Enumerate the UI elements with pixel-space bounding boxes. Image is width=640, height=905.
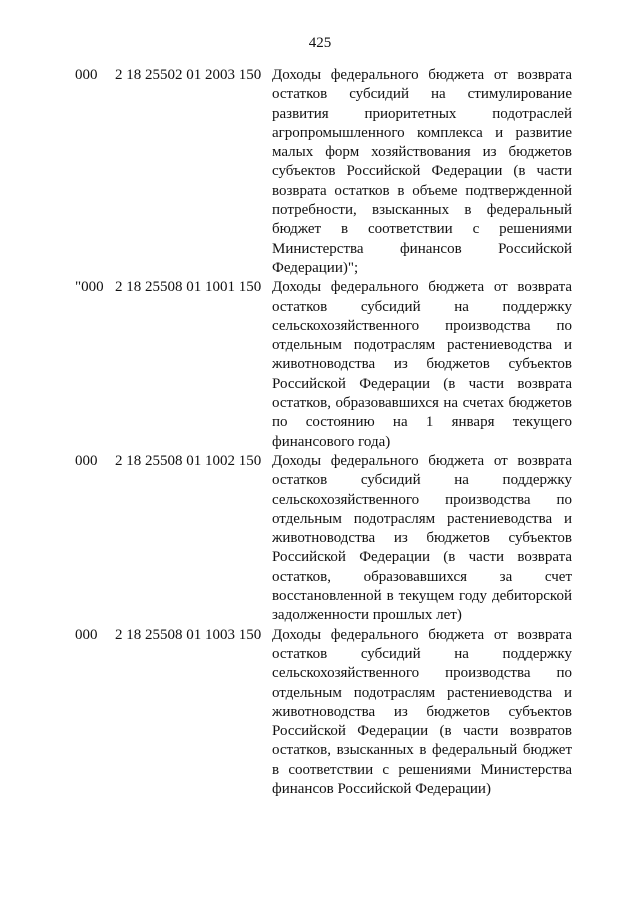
description-line: отдельным подотраслям растениеводства и [272, 510, 572, 527]
description-line: по состоянию на 1 января текущего [272, 414, 572, 431]
description-line: Российской Федерации (в части возврата [272, 375, 572, 392]
description-line: животноводства из бюджетов субъектов [272, 356, 572, 373]
entry-description [272, 626, 572, 800]
description-line: Российской Федерации (в части возвратов [272, 723, 572, 740]
description-line: финансов Российской Федерации) [272, 780, 491, 797]
description-line: остатков субсидий на поддержку [272, 645, 572, 662]
description-line: животноводства из бюджетов субъектов [272, 703, 572, 720]
description-line: малых форм хозяйствования из бюджетов [272, 144, 572, 161]
admin-code: "000 [75, 279, 104, 296]
description-line: Российской Федерации (в части возврата [272, 549, 572, 566]
description-line: остатков субсидий на поддержку [272, 298, 572, 315]
kbk-code: 2 18 25502 01 2003 150 [115, 67, 262, 83]
description-line: остатков субсидий на стимулирование [272, 86, 572, 103]
description-line: остатков, взысканных в федеральный бюджет [272, 742, 572, 759]
description-line: Доходы федерального бюджета от возврата [272, 67, 572, 83]
entry-description [272, 452, 572, 626]
description-line: в соответствии с решениями Министерства [272, 761, 572, 778]
description-line: Доходы федерального бюджета от возврата [272, 452, 572, 469]
description-line: задолженности прошлых лет) [272, 607, 462, 624]
admin-code: 000 [75, 626, 98, 643]
description-line: отдельным подотраслям растениеводства и [272, 337, 572, 354]
description-line: сельскохозяйственного производства по [272, 665, 572, 682]
entry-4 [0, 626, 640, 800]
description-line: Федерации)"; [272, 259, 359, 276]
kbk-code: 2 18 25508 01 1002 150 [115, 452, 262, 469]
description-line: Министерства финансов Российской [272, 240, 572, 257]
description-line: остатков, образовавшихся за счет [272, 568, 572, 585]
description-line: животноводства из бюджетов субъектов [272, 530, 572, 547]
admin-code: 000 [75, 67, 98, 83]
admin-code: 000 [75, 452, 98, 469]
description-line: остатков, образовавшихся на счетах бюджетов [272, 395, 572, 412]
page-number: 425 [308, 35, 332, 51]
entry-description [272, 278, 572, 452]
description-line: субъектов Российской Федерации (в части [272, 163, 572, 180]
description-line: развития приоритетных подотраслей [272, 105, 572, 122]
description-line: сельскохозяйственного производства по [272, 491, 572, 508]
entry-description [272, 66, 572, 278]
entry-2 [0, 278, 640, 452]
description-line: восстановленной в текущем году дебиторской [272, 588, 572, 605]
entry-1 [0, 66, 640, 278]
description-line: потребности, взысканных в федеральный [272, 202, 572, 219]
description-line: возврата остатков в объеме подтвержденной [272, 182, 572, 199]
description-line: агропромышленного комплекса и развитие [272, 124, 572, 141]
description-line: бюджет в соответствии с решениями [272, 221, 572, 238]
entry-3 [0, 452, 640, 626]
description-line: остатков субсидий на поддержку [272, 472, 572, 489]
kbk-code: 2 18 25508 01 1003 150 [115, 626, 262, 643]
description-line: Доходы федерального бюджета от возврата [272, 279, 572, 296]
kbk-code: 2 18 25508 01 1001 150 [115, 279, 262, 296]
description-line: финансового года) [272, 433, 391, 450]
description-line: отдельным подотраслям растениеводства и [272, 684, 572, 701]
document-body [0, 66, 640, 799]
description-line: Доходы федерального бюджета от возврата [272, 626, 572, 643]
description-line: сельскохозяйственного производства по [272, 317, 572, 334]
